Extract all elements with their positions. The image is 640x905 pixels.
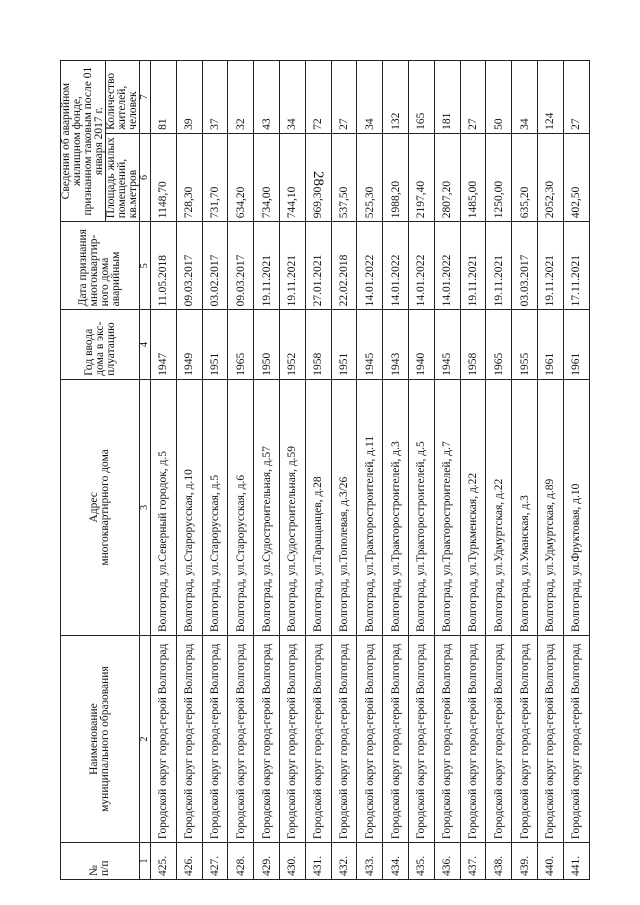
year-cell: 1945	[434, 310, 460, 379]
date-cell: 09.03.2017	[176, 222, 202, 310]
date-cell: 09.03.2017	[228, 222, 254, 310]
residents-cell: 27	[460, 61, 486, 134]
header-municipality: Наименование муниципального образования	[61, 636, 140, 843]
municipality-cell: Городской округ город-герой Волгоград	[331, 636, 357, 843]
address-cell: Волгоград, ул.Тополевая, д.3/26	[331, 379, 357, 635]
municipality-cell: Городской округ город-герой Волгоград	[537, 636, 563, 843]
index-cell: 1	[140, 843, 151, 880]
municipality-cell: Городской округ город-герой Волгоград	[408, 636, 434, 843]
date-cell: 14.01.2022	[357, 222, 383, 310]
residents-cell: 43	[254, 61, 280, 134]
address-cell: Волгоград, ул.Уманская, д.3	[512, 379, 538, 635]
municipality-cell: Городской округ город-герой Волгоград	[563, 636, 589, 843]
municipality-cell: Городской округ город-герой Волгоград	[460, 636, 486, 843]
address-cell: Волгоград, ул.Северный городок, д.5	[151, 379, 177, 635]
year-cell: 1965	[486, 310, 512, 379]
residents-cell: 34	[512, 61, 538, 134]
residents-cell: 32	[228, 61, 254, 134]
housing-table	[60, 60, 590, 880]
municipality-cell: Городской округ город-герой Волгоград	[202, 636, 228, 843]
year-cell: 1961	[563, 310, 589, 379]
row-number: 430.	[279, 843, 305, 880]
row-number: 427.	[202, 843, 228, 880]
address-cell: Волгоград, ул.Судостроительная, д.57	[254, 379, 280, 635]
address-cell: Волгоград, ул.Таращанцев, д.28	[305, 379, 331, 635]
address-cell: Волгоград, ул.Тракторостроителей, д.3	[383, 379, 409, 635]
row-number: 428.	[228, 843, 254, 880]
date-cell: 19.11.2021	[279, 222, 305, 310]
index-cell: 6	[140, 133, 151, 221]
year-cell: 1965	[228, 310, 254, 379]
date-cell: 03.03.2017	[512, 222, 538, 310]
table-row	[537, 61, 563, 880]
year-cell: 1945	[357, 310, 383, 379]
row-number: 439.	[512, 843, 538, 880]
year-cell: 1947	[151, 310, 177, 379]
header-residents: Количество жителей, человек	[106, 61, 140, 134]
municipality-cell: Городской округ город-герой Волгоград	[357, 636, 383, 843]
year-cell: 1952	[279, 310, 305, 379]
address-cell: Волгоград, ул.Старорусская, д.6	[228, 379, 254, 635]
page-number: 28	[310, 171, 326, 186]
municipality-cell: Городской округ город-герой Волгоград	[228, 636, 254, 843]
area-cell: 1250,00	[486, 133, 512, 221]
area-cell: 731,70	[202, 133, 228, 221]
table-row	[228, 61, 254, 880]
address-cell: Волгоград, ул.Судостроительная, д.59	[279, 379, 305, 635]
table-row	[305, 61, 331, 880]
residents-cell: 165	[408, 61, 434, 134]
row-number: 440.	[537, 843, 563, 880]
year-cell: 1951	[331, 310, 357, 379]
area-cell: 734,00	[254, 133, 280, 221]
area-cell: 402,50	[563, 133, 589, 221]
date-cell: 14.01.2022	[383, 222, 409, 310]
area-cell: 525,30	[357, 133, 383, 221]
date-cell: 14.01.2022	[408, 222, 434, 310]
municipality-cell: Городской округ город-герой Волгоград	[279, 636, 305, 843]
address-cell: Волгоград, ул.Старорусская, д.5	[202, 379, 228, 635]
year-cell: 1940	[408, 310, 434, 379]
row-number: 435.	[408, 843, 434, 880]
residents-cell: 34	[279, 61, 305, 134]
table-row	[176, 61, 202, 880]
area-cell: 2807,20	[434, 133, 460, 221]
rotated-table-wrapper	[60, 60, 583, 880]
area-cell: 1988,20	[383, 133, 409, 221]
header-area: Площадь жилых помещений, кв.метров	[106, 133, 140, 221]
address-cell: Волгоград, ул.Тракторостроителей, д.7	[434, 379, 460, 635]
table-row	[408, 61, 434, 880]
residents-cell: 124	[537, 61, 563, 134]
table-row	[202, 61, 228, 880]
header-date: Дата признания многоквартир- ного дома аварийным	[61, 222, 140, 310]
residents-cell: 181	[434, 61, 460, 134]
table-row	[512, 61, 538, 880]
residents-cell: 27	[563, 61, 589, 134]
address-cell: Волгоград, ул.Тракторостроителей, д.5	[408, 379, 434, 635]
residents-cell: 81	[151, 61, 177, 134]
index-cell: 4	[140, 310, 151, 379]
residents-cell: 27	[331, 61, 357, 134]
date-cell: 03.02.2017	[202, 222, 228, 310]
area-cell: 635,20	[512, 133, 538, 221]
row-number: 426.	[176, 843, 202, 880]
header-num: № п/п	[61, 843, 140, 880]
municipality-cell: Городской округ город-герой Волгоград	[151, 636, 177, 843]
area-cell: 728,30	[176, 133, 202, 221]
table-row	[331, 61, 357, 880]
area-cell: 1148,70	[151, 133, 177, 221]
date-cell: 17.11.2021	[563, 222, 589, 310]
year-cell: 1951	[202, 310, 228, 379]
date-cell: 11.05.2018	[151, 222, 177, 310]
residents-cell: 132	[383, 61, 409, 134]
table-body	[151, 61, 590, 880]
year-cell: 1958	[460, 310, 486, 379]
date-cell: 19.11.2021	[254, 222, 280, 310]
table-row	[279, 61, 305, 880]
address-cell: Волгоград, ул.Фруктовая, д.10	[563, 379, 589, 635]
table-row	[357, 61, 383, 880]
area-cell: 744,10	[279, 133, 305, 221]
area-cell: 634,20	[228, 133, 254, 221]
date-cell: 14.01.2022	[434, 222, 460, 310]
row-number: 432.	[331, 843, 357, 880]
municipality-cell: Городской округ город-герой Волгоград	[512, 636, 538, 843]
year-cell: 1950	[254, 310, 280, 379]
municipality-cell: Городской округ город-герой Волгоград	[254, 636, 280, 843]
year-cell: 1961	[537, 310, 563, 379]
area-cell: 2052,30	[537, 133, 563, 221]
municipality-cell: Городской округ город-герой Волгоград	[434, 636, 460, 843]
area-cell: 969,30	[305, 133, 331, 221]
date-cell: 27.01.2021	[305, 222, 331, 310]
index-cell: 7	[140, 61, 151, 134]
year-cell: 1949	[176, 310, 202, 379]
table-row	[383, 61, 409, 880]
municipality-cell: Городской округ город-герой Волгоград	[383, 636, 409, 843]
header-group: Сведения об аварийном жилищном фонде, признанном таковым после 01 января 2017 г.	[61, 61, 106, 222]
year-cell: 1955	[512, 310, 538, 379]
row-number: 433.	[357, 843, 383, 880]
table-row	[460, 61, 486, 880]
address-cell: Волгоград, ул.Удмуртская, д.22	[486, 379, 512, 635]
index-cell: 3	[140, 379, 151, 635]
address-cell: Волгоград, ул.Удмуртская, д.89	[537, 379, 563, 635]
header-year: Год ввода дома в экс- плуатацию	[61, 310, 140, 379]
year-cell: 1943	[383, 310, 409, 379]
date-cell: 19.11.2021	[460, 222, 486, 310]
row-number: 436.	[434, 843, 460, 880]
row-number: 441.	[563, 843, 589, 880]
year-cell: 1958	[305, 310, 331, 379]
municipality-cell: Городской округ город-герой Волгоград	[176, 636, 202, 843]
date-cell: 19.11.2021	[537, 222, 563, 310]
table-row	[486, 61, 512, 880]
address-cell: Волгоград, ул.Старорусская, д.10	[176, 379, 202, 635]
area-cell: 2197,40	[408, 133, 434, 221]
table-row	[151, 61, 177, 880]
table-row	[254, 61, 280, 880]
row-number: 438.	[486, 843, 512, 880]
date-cell: 19.11.2021	[486, 222, 512, 310]
row-number: 431.	[305, 843, 331, 880]
address-cell: Волгоград, ул.Туркменская, д.22	[460, 379, 486, 635]
table-row	[563, 61, 589, 880]
residents-cell: 50	[486, 61, 512, 134]
municipality-cell: Городской округ город-герой Волгоград	[486, 636, 512, 843]
municipality-cell: Городской округ город-герой Волгоград	[305, 636, 331, 843]
residents-cell: 34	[357, 61, 383, 134]
area-cell: 537,50	[331, 133, 357, 221]
index-cell: 5	[140, 222, 151, 310]
residents-cell: 72	[305, 61, 331, 134]
residents-cell: 39	[176, 61, 202, 134]
row-number: 425.	[151, 843, 177, 880]
row-number: 434.	[383, 843, 409, 880]
residents-cell: 37	[202, 61, 228, 134]
row-number: 437.	[460, 843, 486, 880]
table-row	[434, 61, 460, 880]
area-cell: 1485,00	[460, 133, 486, 221]
address-cell: Волгоград, ул.Тракторостроителей, д.11	[357, 379, 383, 635]
date-cell: 22.02.2018	[331, 222, 357, 310]
index-cell: 2	[140, 636, 151, 843]
row-number: 429.	[254, 843, 280, 880]
header-address: Адрес многоквартирного дома	[61, 379, 140, 635]
